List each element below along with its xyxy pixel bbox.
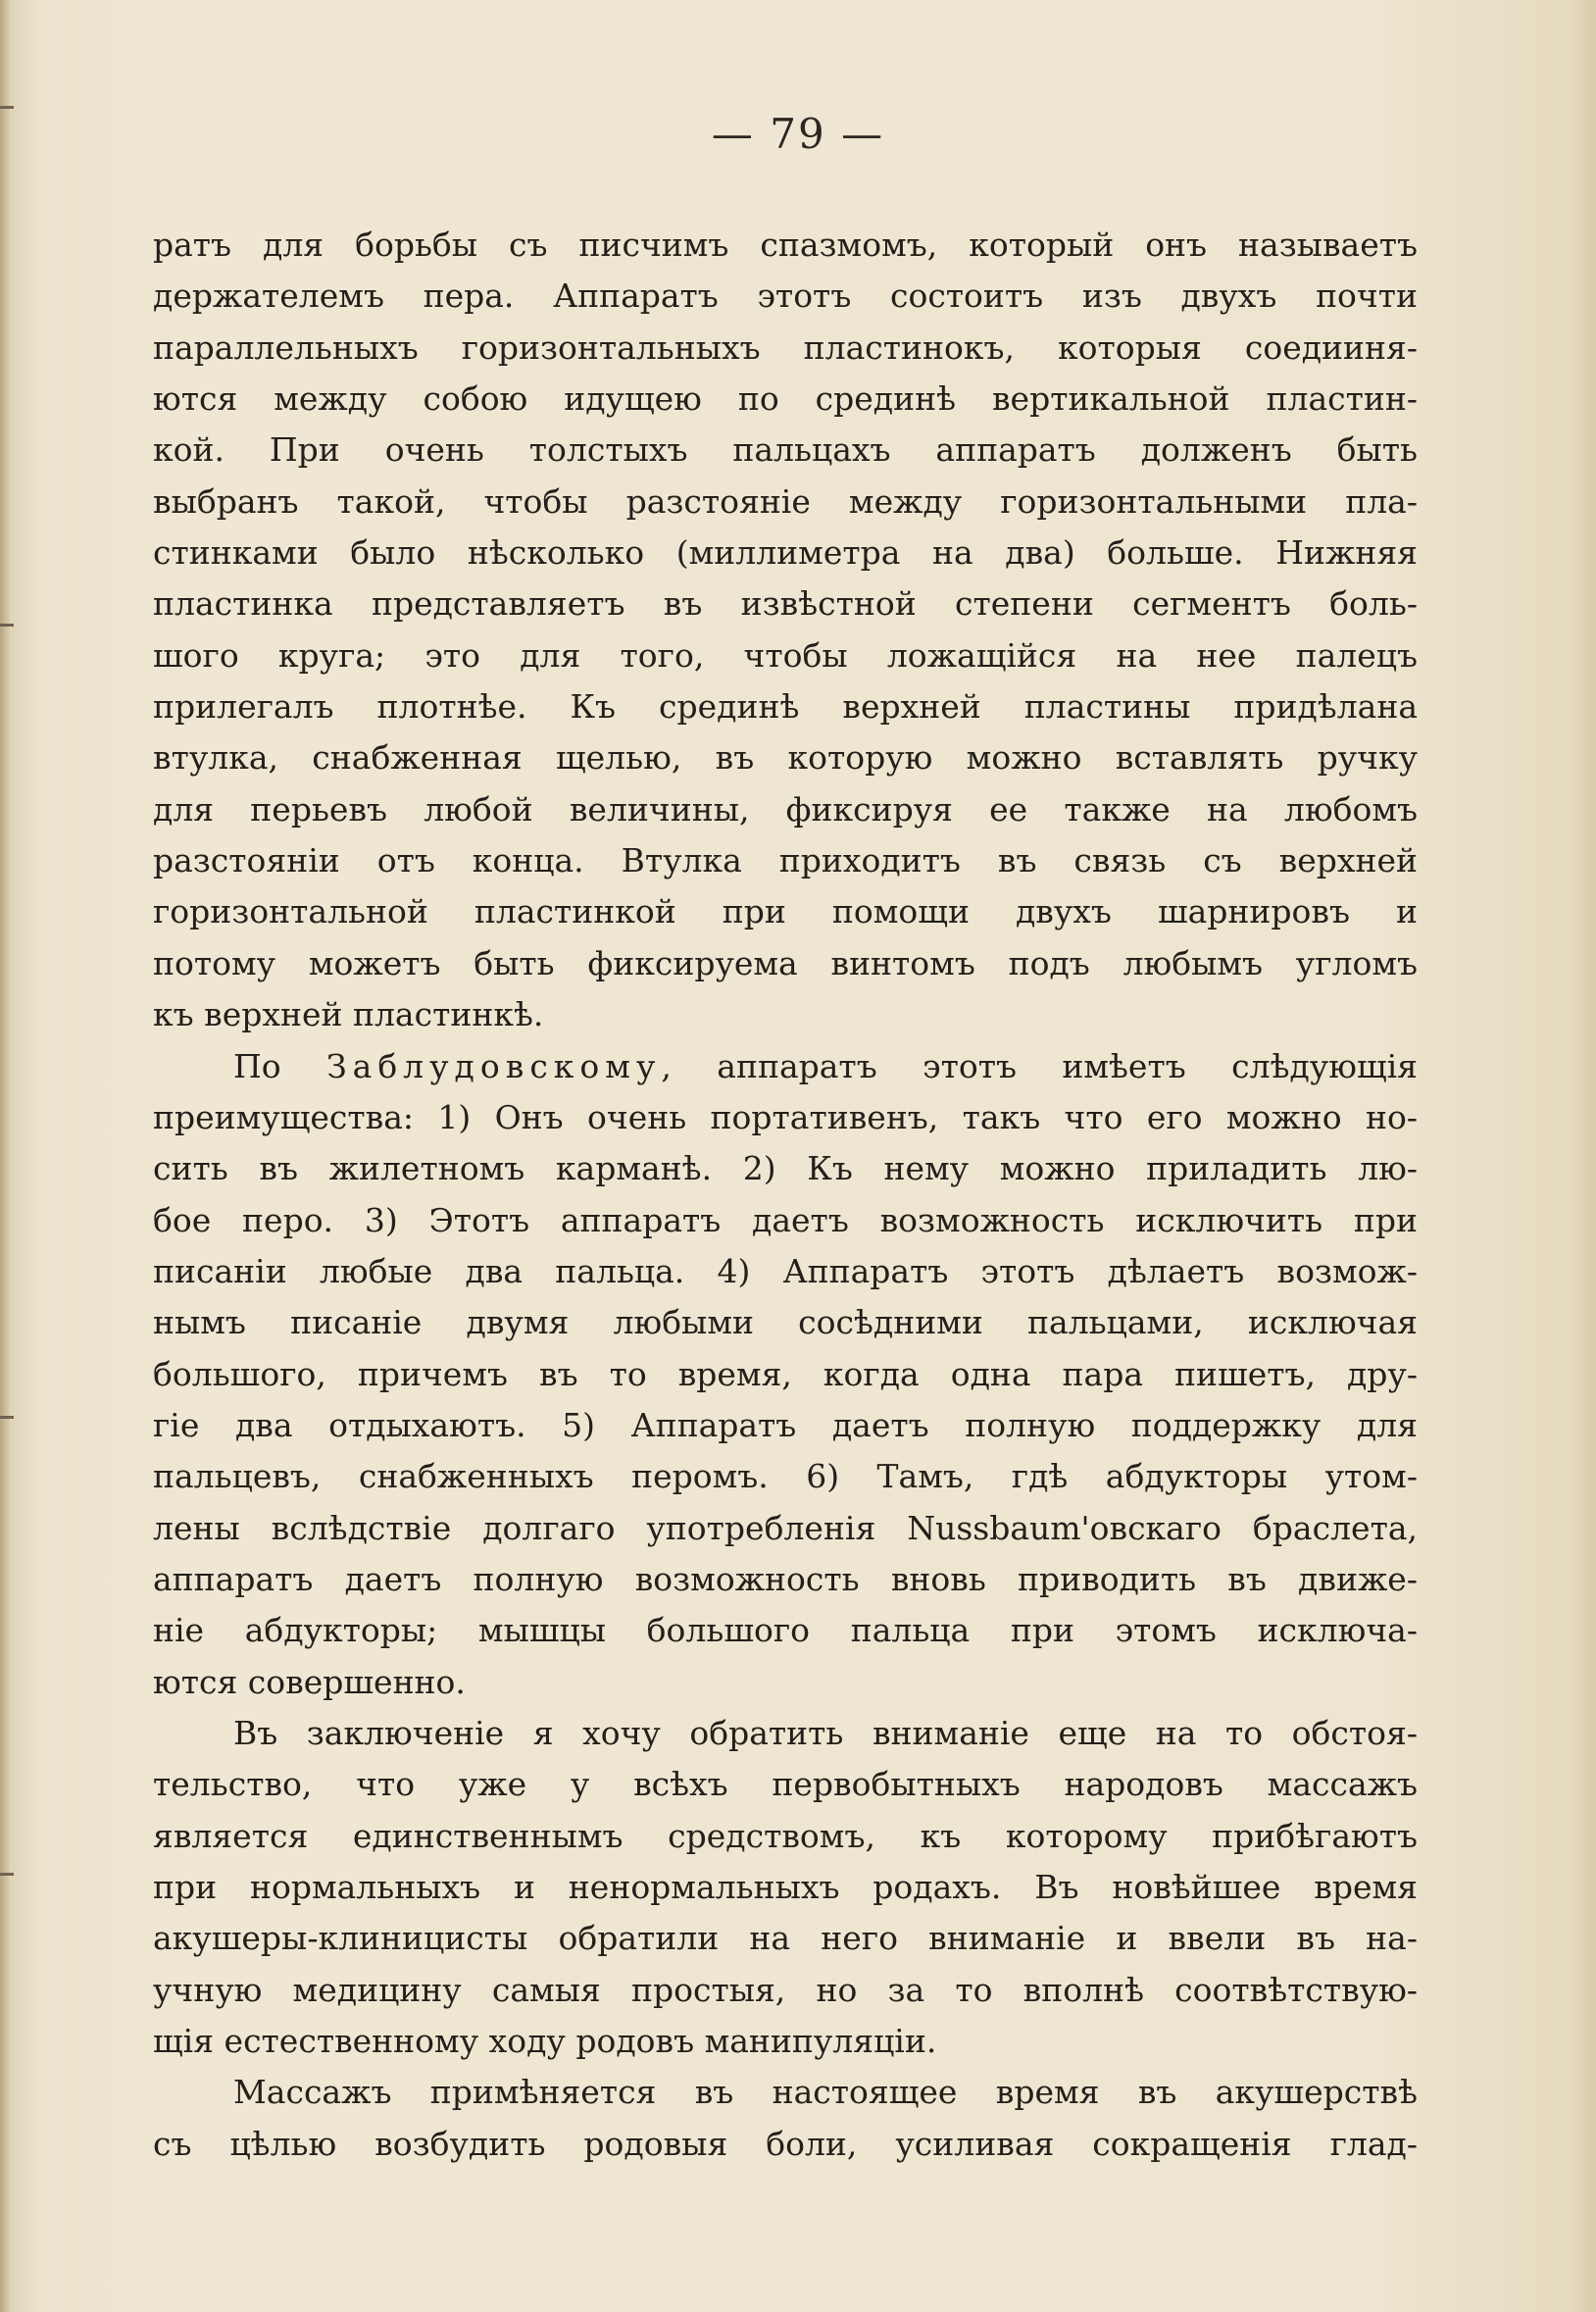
edge-mark <box>0 106 14 109</box>
edge-mark <box>0 624 14 627</box>
text-line: учную медицину самыя простыя, но за то вполнѣ соотвѣтствую- <box>153 1970 1418 2009</box>
text-line: ются между собою идущею по срединѣ вертикальной пластин- <box>153 379 1418 419</box>
text-line: ратъ для борьбы съ писчимъ спазмомъ, который онъ называетъ <box>153 226 1418 264</box>
text-line: при нормальныхъ и ненормальныхъ родахъ. Въ новѣйшее время <box>153 1868 1418 1906</box>
text-line: для перьевъ любой величины, фиксируя ее также на любомъ <box>153 789 1418 829</box>
edge-mark <box>0 1873 14 1876</box>
text-line: бое перо. 3) Этотъ аппаратъ даетъ возможность исключить при <box>153 1200 1418 1239</box>
text-line: горизонтальной пластинкой при помощи двухъ шарнировъ и <box>153 892 1418 931</box>
paragraph-first-line <box>153 1041 1418 1092</box>
body-text <box>153 220 1418 2170</box>
binding-edge <box>0 0 10 2312</box>
edge-mark <box>0 1416 14 1419</box>
text-line: гіе два отдыхаютъ. 5) Аппаратъ даетъ полную поддержку для <box>153 1405 1418 1444</box>
text-line: акушеры-клиницисты обратили на него вниманіе и ввели въ на- <box>153 1919 1418 1958</box>
text-line: щія естественному ходу родовъ манипуляціи. <box>153 2022 937 2061</box>
text-line: аппаратъ даетъ полную возможность вновь приводить въ движе- <box>153 1559 1418 1598</box>
text-line: является единственнымъ средствомъ, къ которому прибѣгаютъ <box>153 1816 1418 1855</box>
text-line: пластинка представляетъ въ извѣстной степени сегментъ боль- <box>153 584 1418 624</box>
text-line: ніе абдукторы; мышцы большого пальца при этомъ исключа- <box>153 1611 1418 1650</box>
text-run: По <box>233 1046 281 1085</box>
text-line: выбранъ такой, чтобы разстояніе между горизонтальными пла- <box>153 481 1418 521</box>
paragraph-first-line: Массажъ примѣняется въ настоящее время въ акушерствѣ <box>233 2073 1418 2112</box>
text-line: нымъ писаніе двумя любыми сосѣдними пальцами, исключая <box>153 1303 1418 1342</box>
text-line: большого, причемъ въ то время, когда одна пара пишетъ, дру- <box>153 1354 1418 1393</box>
text-line: преимущества: 1) Онъ очень портативенъ, такъ что его можно но- <box>153 1097 1418 1136</box>
text-line: ются совершенно. <box>153 1662 466 1701</box>
text-line: стинками было нѣсколько (миллиметра на два) больше. Нижняя <box>153 533 1418 573</box>
text-line: разстояніи отъ конца. Втулка приходитъ въ связь съ верхней <box>153 841 1418 880</box>
text-line: параллельныхъ горизонтальныхъ пластинокъ, которыя соедииня- <box>153 327 1418 367</box>
text-line: втулка, снабженная щелью, въ которую можно вставлять ручку <box>153 738 1418 778</box>
author-name: Заблудовскому <box>326 1046 662 1085</box>
text-line: кой. При очень толстыхъ пальцахъ аппаратъ долженъ быть <box>153 430 1418 470</box>
text-line: прилегалъ плотнѣе. Къ срединѣ верхней пластины придѣлана <box>153 687 1418 727</box>
text-run: , аппаратъ этотъ имѣетъ слѣдующія <box>661 1046 1418 1085</box>
text-line: потому можетъ быть фиксируема винтомъ подъ любымъ угломъ <box>153 943 1418 982</box>
text-line: къ верхней пластинкѣ. <box>153 995 544 1034</box>
text-line: пальцевъ, снабженныхъ перомъ. 6) Тамъ, гдѣ абдукторы утом- <box>153 1457 1418 1496</box>
page-number: — 79 — <box>711 110 885 158</box>
text-line: сить въ жилетномъ карманѣ. 2) Къ нему можно приладить лю- <box>153 1149 1418 1188</box>
text-line: шого круга; это для того, чтобы ложащійся на нее палецъ <box>153 635 1418 675</box>
paragraph-first-line: Въ заключеніе я хочу обратить вниманіе еще на то обстоя- <box>233 1713 1418 1752</box>
text-line: тельство, что уже у всѣхъ первобытныхъ народовъ массажъ <box>153 1765 1418 1804</box>
text-line: держателемъ пера. Аппаратъ этотъ состоитъ изъ двухъ почти <box>153 276 1418 316</box>
text-line: писаніи любые два пальца. 4) Аппаратъ этотъ дѣлаетъ возмож- <box>153 1251 1418 1290</box>
text-line: лены вслѣдствіе долгаго употребленія Nussbaum'овскаго браслета, <box>153 1508 1418 1547</box>
text-line: съ цѣлью возбудить родовыя боли, усиливая сокращенія глад- <box>153 2124 1418 2163</box>
